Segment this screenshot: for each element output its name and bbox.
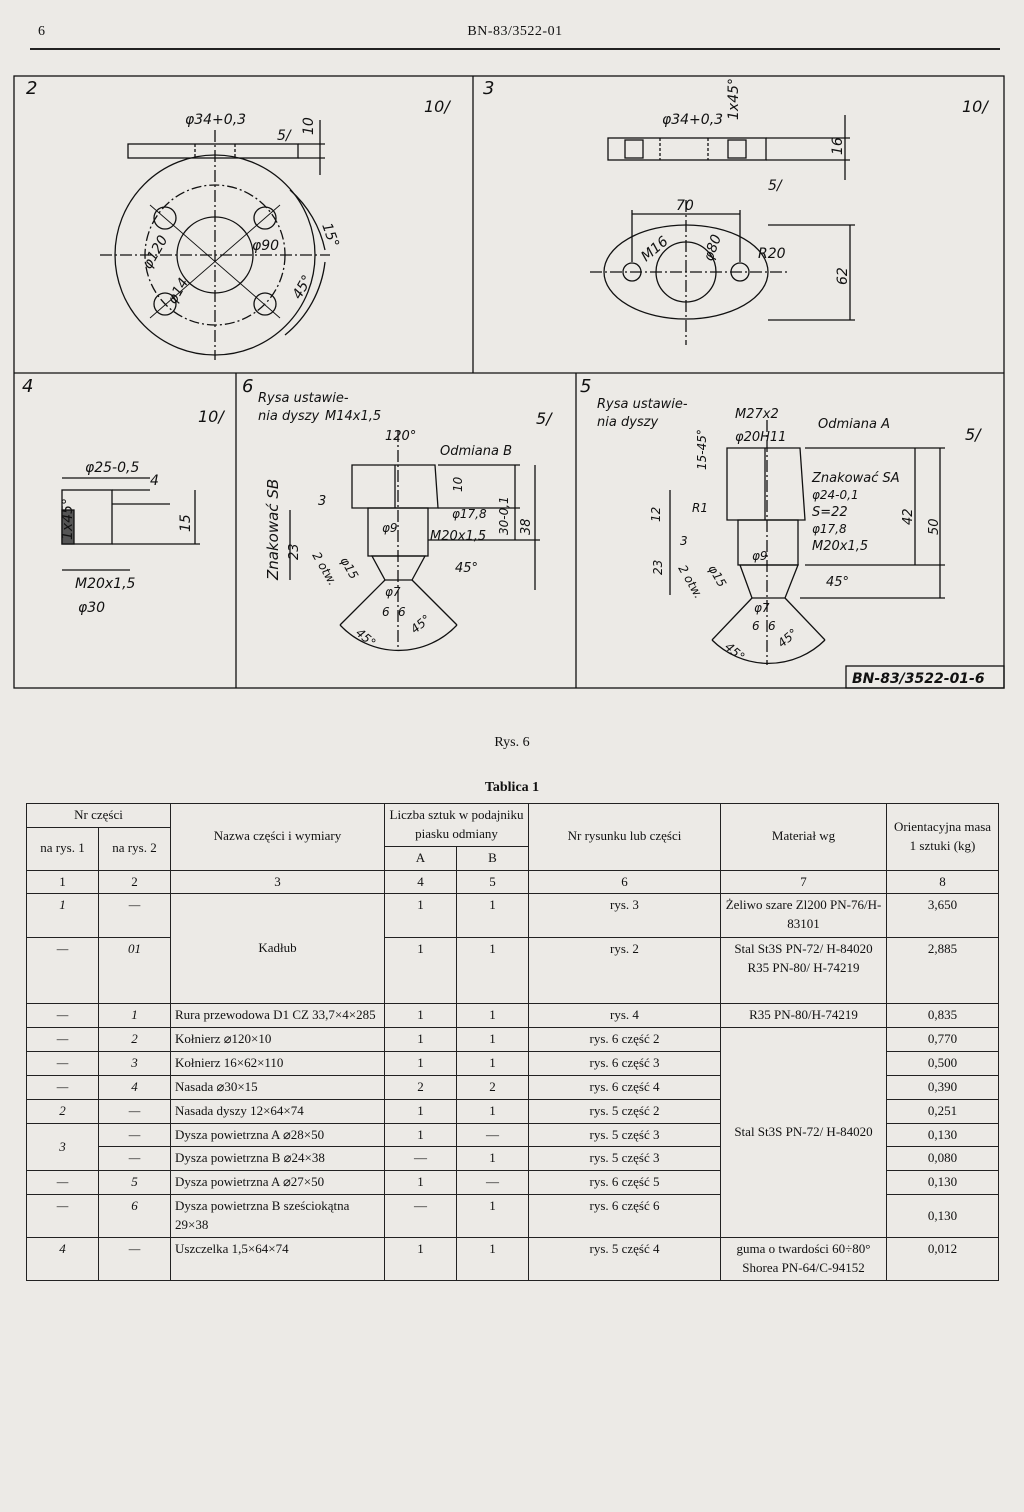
cell-drawing-ref: rys. 5 część 3 — [529, 1123, 721, 1147]
cell-nr-rys2: 5 — [99, 1171, 171, 1195]
panel-5-dim-1: nia dyszy — [597, 415, 659, 430]
cell-drawing-ref: rys. 6 część 6 — [529, 1195, 721, 1238]
panel-6-dim-19: 10 — [451, 476, 465, 492]
panel-6-dim-15: φ9 — [382, 521, 398, 535]
cell-count-a: 1 — [385, 894, 457, 938]
cell-nr-rys1: — — [27, 1171, 99, 1195]
panel-4-dim-1: 4 — [150, 473, 159, 489]
cell-drawing-ref: rys. 6 część 4 — [529, 1075, 721, 1099]
panel-6-dim-5: Znakować SB — [264, 478, 282, 580]
header-nazwa: Nazwa części i wymiary — [171, 804, 385, 871]
cell-count-a: 1 — [385, 1123, 457, 1147]
cell-material: guma o twardości 60÷80° Shorea PN-64/C-94152 — [721, 1237, 887, 1280]
column-number: 8 — [887, 870, 999, 894]
panel-5-dim-12: R1 — [692, 501, 708, 515]
panel-5-dim-24: 42 — [901, 508, 916, 525]
panel-2-dim-6: 15° — [318, 220, 342, 250]
panel-6-dim-1: nia dyszy — [258, 409, 320, 424]
cell-nr-rys1: — — [27, 1028, 99, 1052]
header-na-rys2: na rys. 2 — [99, 827, 171, 870]
column-number: 6 — [529, 870, 721, 894]
cell-count-b: 2 — [457, 1075, 529, 1099]
parts-table — [26, 803, 999, 1281]
panel-6-dim-11: 6 — [382, 605, 390, 619]
panel-4-dim-2: 15 — [178, 514, 194, 532]
header-liczba: Liczba sztuk w podajniku piasku odmiany — [385, 804, 529, 847]
cell-count-a: 1 — [385, 938, 457, 1004]
cell-mass: 3,650 — [887, 894, 999, 938]
panel-5-dim-14: 23 — [651, 559, 665, 575]
panel-6-dim-7: 23 — [287, 543, 302, 560]
panel-2-dim-5: φ14 — [164, 275, 192, 307]
cell-count-b: — — [457, 1123, 529, 1147]
panel-6-dim-4: Odmiana B — [440, 444, 512, 459]
panel-6-dim-13: 45° — [353, 625, 379, 650]
cell-count-b: 1 — [457, 1237, 529, 1280]
panel-4-dim-0: φ25-0,5 — [85, 460, 140, 476]
table-title: Tablica 1 — [484, 780, 540, 795]
header-b: B — [457, 846, 529, 870]
cell-mass: 0,080 — [887, 1147, 999, 1171]
header-nr-rysunku: Nr rysunku lub części — [529, 804, 721, 871]
cell-count-a: — — [385, 1195, 457, 1238]
cell-material: Stal St3S PN-72/ H-84020 R35 PN-80/ H-74219 — [721, 938, 887, 1004]
panel-6-dim-3: 120° — [385, 429, 417, 444]
document-code: BN-83/3522-01 — [467, 24, 563, 39]
panel-4-dim-3: 1x45° — [60, 497, 76, 540]
cell-drawing-ref: rys. 2 — [529, 938, 721, 1004]
cell-count-a: 1 — [385, 1099, 457, 1123]
panel-6-dim-17: M20x1,5 — [430, 529, 487, 544]
cell-drawing-ref: rys. 5 część 4 — [529, 1237, 721, 1280]
panel-3-dim-4: 70 — [676, 198, 694, 214]
panel-2-number: 2 — [26, 78, 38, 99]
cell-nr-rys1: — — [27, 1075, 99, 1099]
cell-nr-rys1: 4 — [27, 1237, 99, 1280]
cell-nr-rys1: 1 — [27, 894, 99, 938]
panel-5-dim-11: 12 — [649, 506, 663, 522]
panel-6-dim-16: φ17,8 — [452, 507, 487, 521]
panel-4-dim-4: M20x1,5 — [75, 576, 136, 592]
table-row — [27, 1004, 999, 1028]
panel-6-dim-9: φ15 — [337, 554, 362, 582]
cell-nr-rys2: 01 — [99, 938, 171, 1004]
cell-material: R35 PN-80/H-74219 — [721, 1004, 887, 1028]
cell-mass: 0,251 — [887, 1099, 999, 1123]
panel-2-dim-1: 10 — [301, 117, 317, 135]
panel-6-dim-21: 38 — [519, 518, 534, 535]
panel-5-dim-16: φ15 — [705, 562, 730, 590]
panel-6-dim-10: φ7 — [385, 585, 401, 599]
panel-5-dim-2: M27x2 — [735, 407, 779, 422]
cell-count-a: 1 — [385, 1237, 457, 1280]
column-number: 7 — [721, 870, 887, 894]
cell-count-b: 1 — [457, 1028, 529, 1052]
panel-6-dim-12: 6 — [398, 605, 406, 619]
panel-5-dim-18: φ7 — [754, 601, 770, 615]
table-row — [27, 1028, 999, 1052]
cell-mass: 2,885 — [887, 938, 999, 1004]
cell-mass: 0,770 — [887, 1028, 999, 1052]
cell-count-a: 2 — [385, 1075, 457, 1099]
column-number: 1 — [27, 870, 99, 894]
panel-5-dim-21: 45° — [722, 639, 748, 664]
cell-nr-rys2: 3 — [99, 1052, 171, 1076]
column-number: 4 — [385, 870, 457, 894]
header-material: Materiał wg — [721, 804, 887, 871]
cell-name: Kołnierz 16×62×110 — [171, 1052, 385, 1076]
cell-count-b: 1 — [457, 1099, 529, 1123]
cell-nr-rys2: — — [99, 1123, 171, 1147]
cell-nr-rys1: — — [27, 1195, 99, 1238]
header-a: A — [385, 846, 457, 870]
panel-2-dim-7: 45° — [289, 272, 316, 302]
technical-drawing — [0, 0, 1024, 720]
cell-nr-rys1: — — [27, 1004, 99, 1028]
cell-name: Kadłub — [171, 894, 385, 1004]
cell-drawing-ref: rys. 6 część 5 — [529, 1171, 721, 1195]
panel-5-dim-3: φ20H11 — [735, 430, 787, 445]
cell-mass: 0,500 — [887, 1052, 999, 1076]
cell-count-b: 1 — [457, 1147, 529, 1171]
panel-5-drawing — [670, 420, 945, 665]
cell-drawing-ref: rys. 6 część 2 — [529, 1028, 721, 1052]
cell-mass: 0,012 — [887, 1237, 999, 1280]
panel-6-dim-8: 2 otw. — [309, 549, 340, 588]
cell-mass: 0,130 — [887, 1171, 999, 1195]
panel-5-dim-15: 2 otw. — [675, 562, 706, 601]
cell-mass: 0,130 — [887, 1123, 999, 1147]
cell-nr-rys1: — — [27, 938, 99, 1004]
cell-nr-rys1: 2 — [27, 1099, 99, 1123]
column-number: 5 — [457, 870, 529, 894]
panel-6-drawing — [290, 430, 540, 650]
cell-nr-rys2: 1 — [99, 1004, 171, 1028]
panel-3-dim-8: 62 — [835, 267, 851, 285]
panel-6-roughness: 5/ — [536, 409, 552, 428]
panel-3-dim-3: 5/ — [768, 178, 782, 194]
panel-3-drawing — [590, 115, 855, 345]
cell-name: Dysza powietrzna A ⌀28×50 — [171, 1123, 385, 1147]
panel-5-dim-19: 6 — [752, 619, 760, 633]
panel-5-dim-8: φ17,8 — [812, 522, 847, 536]
panel-4-dim-5: φ30 — [78, 600, 106, 616]
header-masa: Orientacyjna masa 1 sztuki (kg) — [887, 804, 999, 871]
page-number: 6 — [38, 24, 45, 39]
cell-mass: 0,835 — [887, 1004, 999, 1028]
cell-count-b: — — [457, 1171, 529, 1195]
cell-nr-rys2: 4 — [99, 1075, 171, 1099]
table-row — [27, 1237, 999, 1280]
panel-4-roughness: 10/ — [198, 407, 224, 426]
panel-3-dim-7: φ80 — [700, 232, 726, 264]
cell-count-b: 1 — [457, 894, 529, 938]
cell-nr-rys2: — — [99, 1237, 171, 1280]
panel-6-dim-14: 45° — [407, 611, 434, 637]
panel-6-number: 6 — [242, 376, 254, 397]
panel-5-dim-17: φ9 — [752, 549, 768, 563]
panel-3-dim-0: φ34+0,3 — [662, 112, 724, 128]
cell-count-b: 1 — [457, 938, 529, 1004]
cell-nr-rys2: — — [99, 1147, 171, 1171]
panel-2-dim-4: φ90 — [252, 238, 280, 254]
cell-drawing-ref: rys. 4 — [529, 1004, 721, 1028]
panel-5-dim-10: 45° — [826, 575, 850, 590]
header-nr-czesci: Nr części — [27, 804, 171, 828]
cell-count-b: 1 — [457, 1052, 529, 1076]
panel-5-dim-13: 3 — [680, 534, 688, 548]
cell-nr-rys2: — — [99, 1099, 171, 1123]
cell-drawing-ref: rys. 5 część 3 — [529, 1147, 721, 1171]
cell-name: Nasada ⌀30×15 — [171, 1075, 385, 1099]
panel-6-dim-2: M14x1,5 — [325, 409, 382, 424]
panel-5-dim-22: 45° — [774, 625, 801, 651]
cell-material: Stal St3S PN-72/ H-84020 — [721, 1028, 887, 1238]
panel-2-dim-3: φ120 — [139, 232, 172, 272]
cell-drawing-ref: rys. 5 część 2 — [529, 1099, 721, 1123]
cell-count-a: 1 — [385, 1171, 457, 1195]
panel-2-roughness: 10/ — [424, 97, 450, 116]
column-number: 3 — [171, 870, 385, 894]
panel-6-dim-20: 30-0,1 — [497, 496, 511, 535]
panel-5-roughness: 5/ — [965, 425, 981, 444]
cell-name: Uszczelka 1,5×64×74 — [171, 1237, 385, 1280]
cell-count-b: 1 — [457, 1004, 529, 1028]
cell-name: Nasada dyszy 12×64×74 — [171, 1099, 385, 1123]
panel-3-dim-6: R20 — [758, 246, 786, 262]
panel-2-drawing — [100, 120, 330, 360]
panel-5-number: 5 — [580, 376, 592, 397]
cell-name: Rura przewodowa D1 CZ 33,7×4×285 — [171, 1004, 385, 1028]
cell-name: Dysza powietrzna B sześciokątna 29×38 — [171, 1195, 385, 1238]
panel-5-dim-9: M20x1,5 — [812, 539, 869, 554]
cell-name: Dysza powietrzna A ⌀27×50 — [171, 1171, 385, 1195]
column-number-row — [27, 870, 999, 894]
panel-3-dim-5: M16 — [638, 233, 672, 266]
cell-drawing-ref: rys. 6 część 3 — [529, 1052, 721, 1076]
cell-count-a: — — [385, 1147, 457, 1171]
cell-count-a: 1 — [385, 1052, 457, 1076]
panel-2-dim-2: 5/ — [277, 128, 291, 144]
panel-6-dim-18: 45° — [455, 561, 479, 576]
cell-drawing-ref: rys. 3 — [529, 894, 721, 938]
panel-3-number: 3 — [483, 78, 495, 99]
panel-5-dim-25: 50 — [927, 518, 942, 535]
panel-2-dim-0: φ34+0,3 — [185, 112, 247, 128]
cell-count-b: 1 — [457, 1195, 529, 1238]
cell-name: Kołnierz ⌀120×10 — [171, 1028, 385, 1052]
cell-count-a: 1 — [385, 1028, 457, 1052]
cell-nr-rys2: 2 — [99, 1028, 171, 1052]
panel-5-dim-4: Odmiana A — [818, 417, 890, 432]
panel-4-number: 4 — [22, 376, 34, 397]
panel-5-dim-0: Rysa ustawie- — [597, 397, 688, 412]
cell-mass: 0,390 — [887, 1075, 999, 1099]
cell-mass: 0,130 — [887, 1195, 999, 1238]
cell-nr-rys1: 3 — [27, 1123, 99, 1171]
column-number: 2 — [99, 870, 171, 894]
header-na-rys1: na rys. 1 — [27, 827, 99, 870]
panel-5-dim-20: 6 — [768, 619, 776, 633]
cell-nr-rys2: 6 — [99, 1195, 171, 1238]
cell-nr-rys1: — — [27, 1052, 99, 1076]
table-row — [27, 894, 999, 938]
table-header-row — [27, 804, 999, 828]
cell-material: Żeliwo szare Zl200 PN-76/H-83101 — [721, 894, 887, 938]
drawing-stamp: BN-83/3522-01-6 — [852, 671, 985, 687]
panel-5-dim-7: S=22 — [812, 505, 848, 520]
panel-5-dim-6: φ24-0,1 — [812, 488, 859, 502]
panel-3-dim-1: 1x45° — [726, 77, 742, 120]
figure-caption: Rys. 6 — [494, 735, 530, 750]
cell-nr-rys2: — — [99, 894, 171, 938]
drawing-frame — [14, 76, 1004, 688]
panel-5-dim-5: Znakować SA — [812, 471, 900, 486]
cell-count-a: 1 — [385, 1004, 457, 1028]
panel-3-dim-2: 16 — [830, 137, 846, 155]
panel-5-dim-23: 15-45° — [695, 429, 709, 470]
panel-6-dim-0: Rysa ustawie- — [258, 391, 349, 406]
panel-3-roughness: 10/ — [962, 97, 988, 116]
cell-name: Dysza powietrzna B ⌀24×38 — [171, 1147, 385, 1171]
panel-6-dim-6: 3 — [318, 494, 327, 509]
